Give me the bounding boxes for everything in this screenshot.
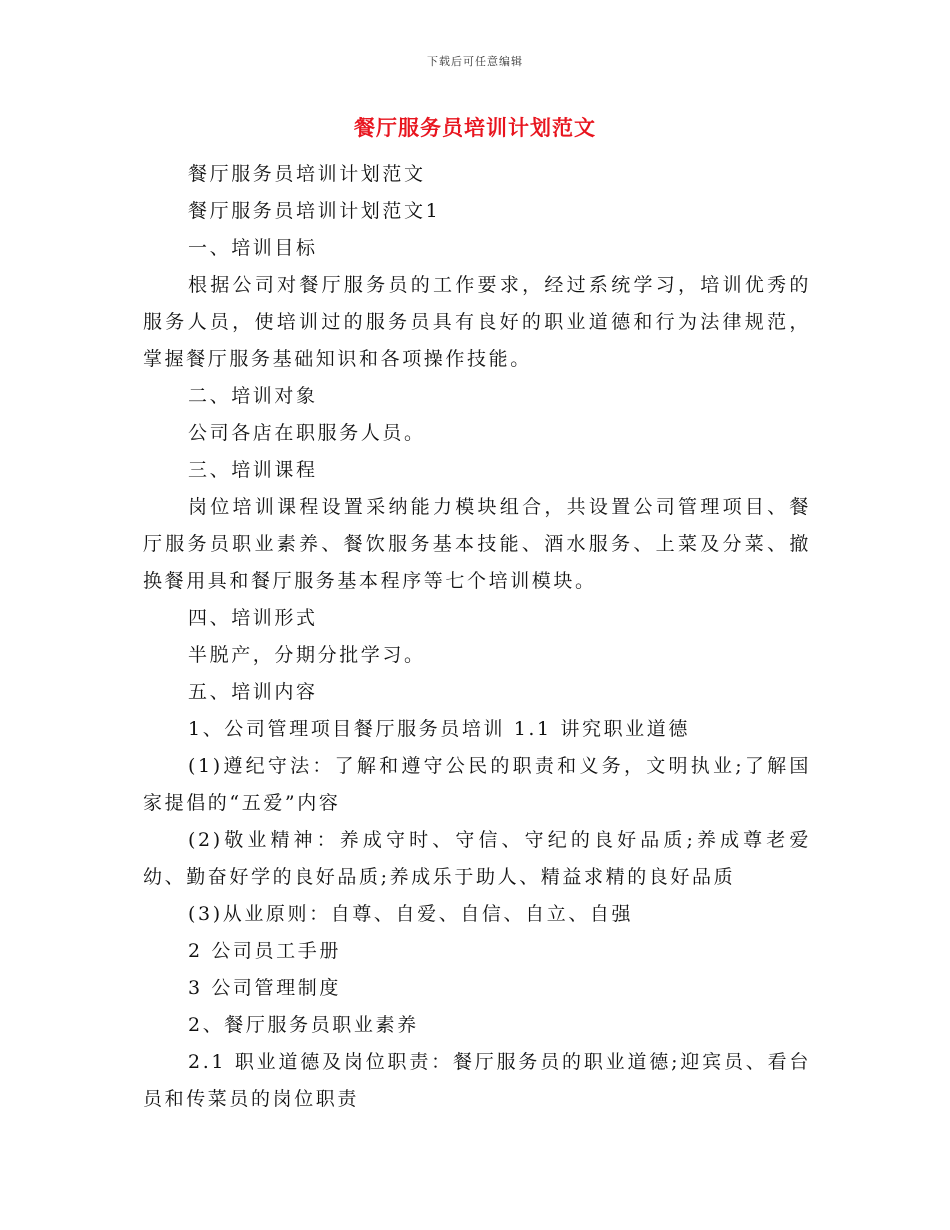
paragraph: 岗位培训课程设置采纳能力模块组合，共设置公司管理项目、餐厅服务员职业素养、餐饮服务基本技能、酒水服务、上菜及分菜、撤换餐用具和餐厅服务基本程序等七个培训模块。 (143, 496, 811, 592)
paragraph: 3 公司管理制度 (188, 977, 341, 999)
paragraph: (3)从业原则：自尊、自爱、自信、自立、自强 (188, 903, 634, 925)
paragraph: 半脱产，分期分批学习。 (188, 644, 426, 666)
paragraph: (2)敬业精神：养成守时、守信、守纪的良好品质;养成尊老爱幼、勤奋好学的良好品质;养成乐于助人、精益求精的良好品质 (143, 829, 811, 888)
section-heading: 一、培训目标 (188, 237, 318, 259)
paragraph: 2.1 职业道德及岗位职责：餐厅服务员的职业道德;迎宾员、看台员和传菜员的岗位职责 (143, 1051, 811, 1110)
header-note: 下载后可任意编辑 (427, 55, 523, 68)
section-heading: 五、培训内容 (188, 681, 318, 703)
document-body (143, 156, 811, 1118)
paragraph: 2 公司员工手册 (188, 940, 341, 962)
paragraph: 1、公司管理项目餐厅服务员培训 1.1 讲究职业道德 (188, 718, 690, 740)
paragraph: 2、餐厅服务员职业素养 (188, 1014, 419, 1036)
document-title: 餐厅服务员培训计划范文 (354, 116, 596, 140)
paragraph: (1)遵纪守法：了解和遵守公民的职责和义务，文明执业;了解国家提倡的“五爱”内容 (143, 755, 811, 814)
paragraph: 餐厅服务员培训计划范文1 (188, 200, 441, 222)
section-heading: 四、培训形式 (188, 607, 318, 629)
paragraph: 公司各店在职服务人员。 (188, 422, 426, 444)
paragraph: 根据公司对餐厅服务员的工作要求，经过系统学习，培训优秀的服务人员，使培训过的服务员具有良好的职业道德和行为法律规范，掌握餐厅服务基础知识和各项操作技能。 (143, 274, 811, 370)
section-heading: 三、培训课程 (188, 459, 318, 481)
section-heading: 二、培训对象 (188, 385, 318, 407)
paragraph: 餐厅服务员培训计划范文 (188, 163, 426, 185)
